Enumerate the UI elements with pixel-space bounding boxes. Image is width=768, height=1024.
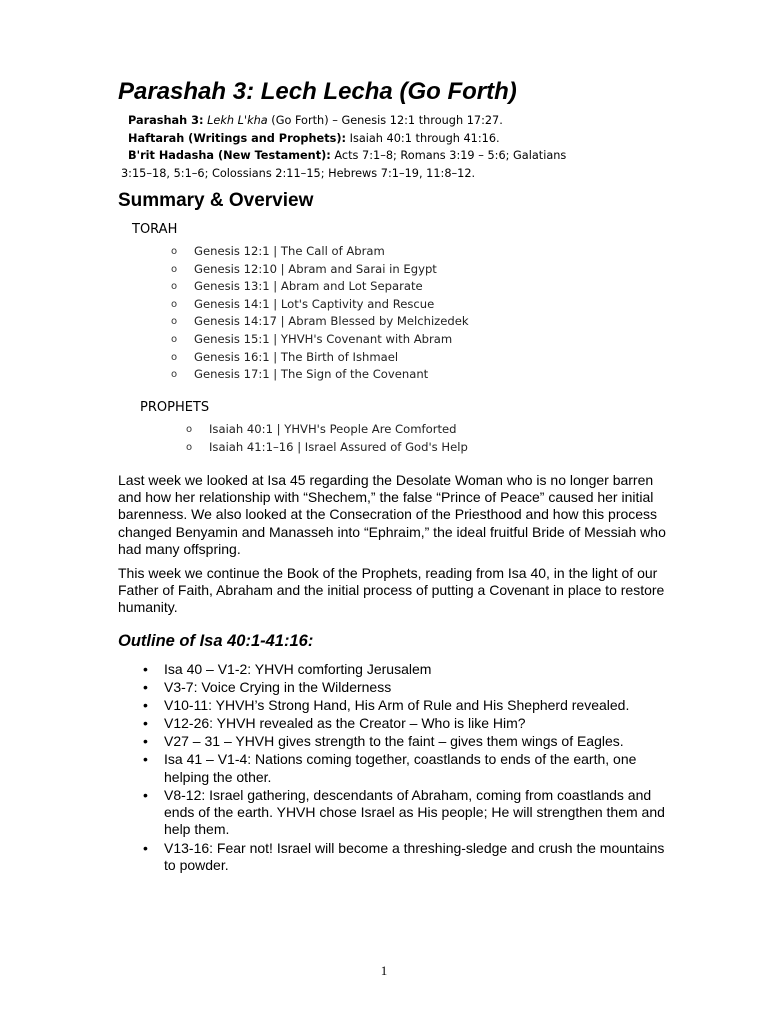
prophets-label: PROPHETS: [140, 400, 210, 415]
brit-hadasha-line: [128, 147, 668, 165]
circle-bullet-icon: o: [186, 424, 193, 435]
list-item: • V13-16: Fear not! Israel will become a threshing-sledge and crush the mountains to powder.: [143, 839, 665, 873]
list-item: o Genesis 15:1 | YHVH's Covenant with Abram: [171, 331, 469, 349]
haftarah-line: [128, 130, 668, 148]
intro-paragraph: Last week we looked at Isa 45 regarding the Desolate Woman who is no longer barren and how her relationship with “Shechem,” the false “Prince of Peace” caused her initial barenness. We also looked at the Consecration of the Priesthood and how this process changed Benyamin and Manasseh into “Ephraim,” the ideal fruitful Bride of Messiah who had many offspring.: [118, 472, 666, 557]
list-item: o Genesis 16:1 | The Birth of Ishmael: [171, 349, 469, 367]
page-number: 1: [380, 963, 388, 978]
circle-bullet-icon: o: [171, 281, 178, 293]
list-item: • V10-11: YHVH’s Strong Hand, His Arm of Rule and His Shepherd revealed.: [143, 697, 630, 714]
brit-hadasha-detail-2: 3:15–18, 5:1–6; Colossians 2:11–15; Hebrews 7:1–19, 11:8–12.: [121, 166, 476, 180]
outline-list: [143, 661, 673, 875]
parashah-detail: (Go Forth) – Genesis 12:1 through 17:27.: [271, 114, 503, 127]
torah-list: [171, 243, 469, 384]
parashah-name: Lekh L'kha: [207, 114, 268, 127]
circle-bullet-icon: o: [171, 351, 178, 363]
bullet-icon: •: [143, 786, 148, 803]
haftarah-detail: Isaiah 40:1 through 41:16.: [349, 131, 500, 145]
parashah-label: Parashah 3:: [128, 114, 204, 127]
context-paragraph: This week we continue the Book of the Prophets, reading from Isa 40, in the light of our Father of Faith, Abraham and the initial process of putting a Covenant in place to restore humanity.: [118, 565, 665, 616]
bullet-icon: •: [143, 733, 148, 750]
torah-label: TORAH: [132, 222, 178, 237]
bullet-icon: •: [143, 715, 148, 732]
list-item: o Isaiah 40:1 | YHVH's People Are Comforted: [186, 421, 468, 439]
bullet-icon: •: [143, 679, 148, 696]
list-item: o Genesis 14:17 | Abram Blessed by Melchizedek: [171, 313, 469, 331]
prophets-list: [186, 421, 468, 456]
haftarah-label: Haftarah (Writings and Prophets):: [128, 131, 347, 145]
circle-bullet-icon: o: [171, 263, 178, 275]
summary-heading: Summary & Overview: [118, 190, 314, 211]
list-item: • V3-7: Voice Crying in the Wilderness: [143, 679, 392, 696]
circle-bullet-icon: o: [186, 441, 193, 453]
list-item: • V8-12: Israel gathering, descendants of Abraham, coming from coastlands and ends of the earth. YHVH chose Israel as His people; He will strengthen them and help them.: [143, 786, 665, 838]
circle-bullet-icon: o: [171, 316, 178, 328]
list-item: o Isaiah 41:1–16 | Israel Assured of God's Help: [186, 439, 468, 457]
list-item: o Genesis 14:1 | Lot's Captivity and Rescue: [171, 296, 469, 314]
bullet-icon: •: [143, 661, 148, 677]
list-item: o Genesis 12:10 | Abram and Sarai in Egypt: [171, 261, 469, 279]
brit-hadasha-detail-1: Acts 7:1–8; Romans 3:19 – 5:6; Galatians: [334, 149, 567, 162]
page-title: Parashah 3: Lech Lecha (Go Forth): [118, 78, 517, 105]
list-item: • Isa 41 – V1-4: Nations coming together, coastlands to ends of the earth, one helping the other.: [143, 751, 637, 785]
brit-hadasha-label: B'rit Hadasha (New Testament):: [128, 149, 331, 162]
list-item: • V27 – 31 – YHVH gives strength to the faint – gives them wings of Eagles.: [143, 733, 624, 750]
list-item: o Genesis 13:1 | Abram and Lot Separate: [171, 278, 469, 296]
list-item: o Genesis 12:1 | The Call of Abram: [171, 243, 469, 261]
circle-bullet-icon: o: [171, 333, 178, 345]
bullet-icon: •: [143, 839, 148, 856]
list-item: • Isa 40 – V1-2: YHVH comforting Jerusalem: [143, 661, 432, 677]
outline-heading: Outline of Isa 40:1-41:16:: [118, 632, 314, 650]
circle-bullet-icon: o: [171, 246, 178, 257]
circle-bullet-icon: o: [171, 298, 178, 310]
list-item: • V12-26: YHVH revealed as the Creator – Who is like Him?: [143, 715, 526, 732]
reading-references: [121, 112, 668, 182]
list-item: o Genesis 17:1 | The Sign of the Covenant: [171, 366, 469, 384]
circle-bullet-icon: o: [171, 369, 178, 381]
bullet-icon: •: [143, 751, 148, 768]
parashah-line: [128, 112, 668, 130]
bullet-icon: •: [143, 697, 148, 714]
